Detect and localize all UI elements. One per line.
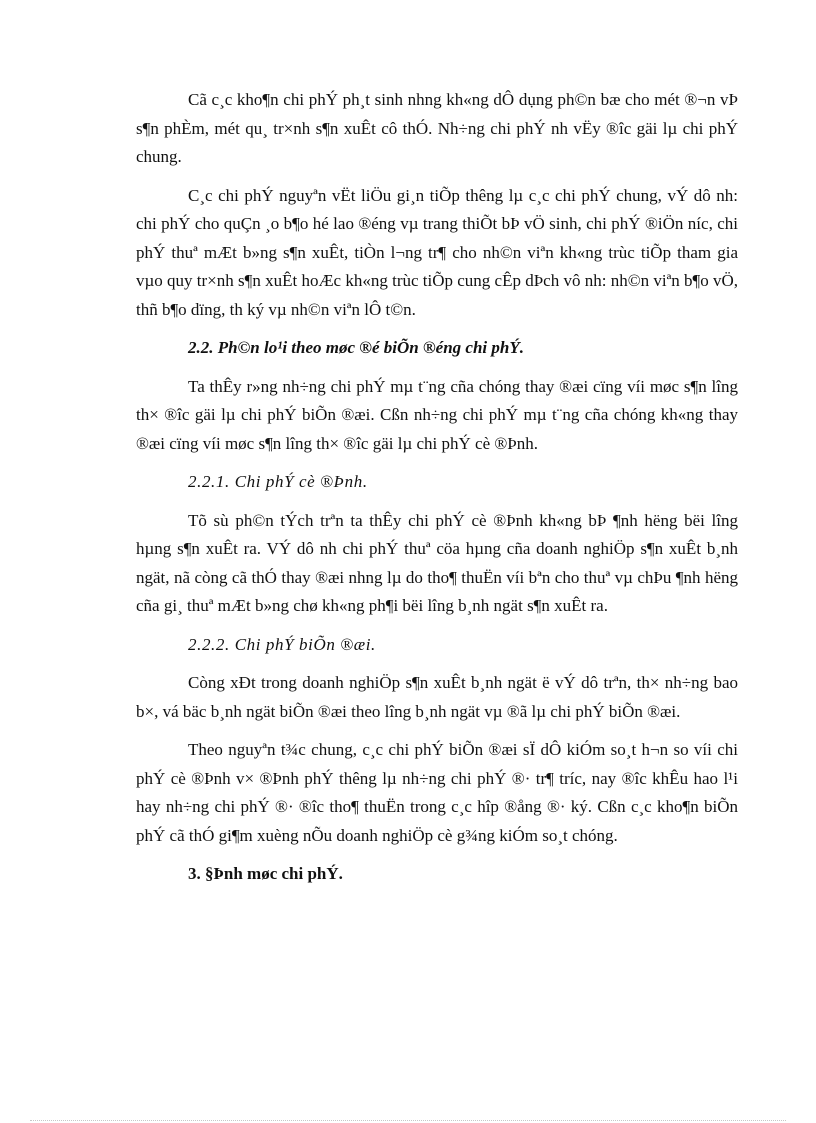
paragraph-fixed-costs: Tõ sù ph©n tÝch trªn ta thÊy chi phÝ cè ®Þnh kh«ng bÞ ¶nh hëng bëi lîng hµng s¶n xuÊt ra. VÝ dô nh chi phÝ thuª cöa hµng cña doanh nghiÖp s¶n xuÊt b¸nh ngät, nã còng cã thÓ thay ®æi nhng lµ do tho¶ thuËn víi bªn cho thuª vµ chÞu ¶nh hëng cña gi¸ thuª mÆt b»ng chø kh«ng ph¶i bëi lîng b¸nh ngät s¶n xuÊt ra. xyxy=(136,510,738,615)
paragraph-indirect-materials: C¸c chi phÝ nguyªn vËt liÖu gi¸n tiÕp thêng lµ c¸c chi phÝ chung, vÝ dô nh: chi phÝ cho quÇn ¸o b¶o hé lao ®éng vµ trang thiÕt bÞ vÖ sinh, chi phÝ ®iÖn níc, chi phÝ thuª mÆt b»ng s¶n xuÊt, tiÒn l¬ng tr¶ cho nh©n viªn kh«ng trùc tiÕp tham gia vµo quy tr×nh s¶n xuÊt hoÆc kh«ng trùc tiÕp cung cÊp dÞch vô nh: nh©n viªn b¶o vÖ, thñ b¶o dïng, th ký vµ nh©n viªn lÔ t©n. xyxy=(136,185,739,319)
subsection-heading-2-2-2: 2.2.2. Chi phÝ biÕn ®æi. xyxy=(188,634,376,654)
paragraph-cost-control: Theo nguyªn t¾c chung, c¸c chi phÝ biÕn ®æi sÏ dÔ kiÓm so¸t h¬n so víi chi phÝ cè ®Þnh v× ®Þnh phÝ thêng lµ nh÷ng chi phÝ ®· tr¶ tríc, nay ®îc khÊu hao l¹i hay nh÷ng chi phÝ ®· ®îc tho¶ thuËn trong c¸c hîp ®ång ®· ký. Cßn c¸c kho¶n biÕn phÝ cã thÓ gi¶m xuèng nÕu doanh nghiÖp cè g¾ng kiÓm so¸t chóng. xyxy=(136,740,738,845)
section-heading-2-2: 2.2. Ph©n lo¹i theo møc ®é biÕn ®éng chi phÝ. xyxy=(188,338,524,357)
document-body xyxy=(136,86,738,899)
paragraph-general-costs: Cã c¸c kho¶n chi phÝ ph¸t sinh nhng kh«ng dÔ dụng ph©n bæ cho mét ®¬n vÞ s¶n phÈm, mét qu¸ tr×nh s¶n xuÊt cô thÓ. Nh÷ng chi phÝ nh vËy ®îc gäi lµ chi phÝ chung. xyxy=(136,90,738,166)
page-bottom-divider xyxy=(30,1120,786,1121)
paragraph-variable-costs: Còng xÐt trong doanh nghiÖp s¶n xuÊt b¸nh ngät ë vÝ dô trªn, th× nh÷ng bao b×, vá bäc b¸nh ngät biÕn ®æi theo lîng b¸nh ngät vµ ®ã lµ chi phÝ biÕn ®æi. xyxy=(136,673,738,721)
subsection-heading-2-2-1: 2.2.1. Chi phÝ cè ®Þnh. xyxy=(188,472,368,491)
paragraph-variable-vs-fixed: Ta thÊy r»ng nh÷ng chi phÝ mµ t¨ng cña chóng thay ®æi cïng víi møc s¶n lîng th× ®îc gäi lµ chi phÝ biÕn ®æi. Cßn nh÷ng chi phÝ mµ t¨ng cña chóng kh«ng thay ®æi cïng víi møc s¶n lîng th× ®îc gäi lµ chi phÝ cè ®Þnh. xyxy=(136,376,738,453)
section-heading-3: 3. §Þnh møc chi phÝ. xyxy=(188,864,343,883)
